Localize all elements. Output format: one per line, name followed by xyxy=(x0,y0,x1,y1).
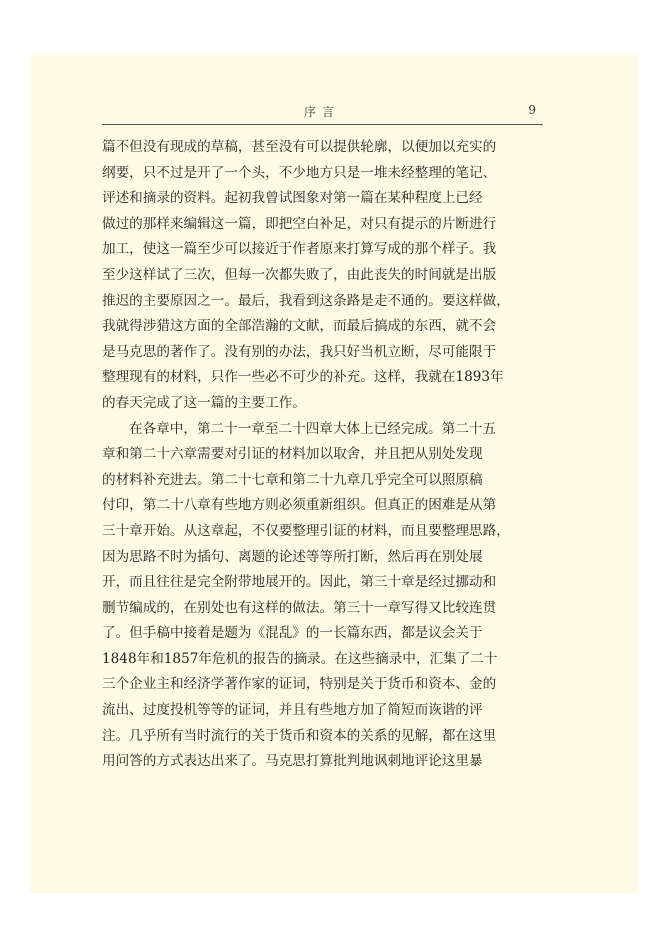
text-line: 的春天完成了这一篇的主要工作。 xyxy=(102,394,306,411)
text-line: 的材料补充进去。第二十七章和第二十九章几乎完全可以照原稿 xyxy=(102,471,483,488)
text-line: 了。但手稿中接着是题为《混乱》的一长篇东西，都是议会关于 xyxy=(102,625,483,642)
text-line: 整理现有的材料，只作一些必不可少的补充。这样，我就在1893年 xyxy=(102,369,504,386)
text-line: 用问答的方式表达出来了。马克思打算批判地讽刺地评论这里暴 xyxy=(102,753,483,770)
text-line: 三十章开始。从这章起，不仅要整理引证的材料，而且要整理思路， xyxy=(102,522,510,539)
page-number: 9 xyxy=(528,103,536,117)
paragraph xyxy=(102,417,544,775)
text-line: 删节编成的，在别处也有这样的做法。第三十一章写得又比较连贯 xyxy=(102,599,497,616)
header-title: 序言 xyxy=(303,105,340,119)
text-line: 1848年和1857年危机的报告的摘录。在这些摘录中，汇集了二十 xyxy=(102,650,498,667)
text-line: 因为思路不时为插句、离题的论述等等所打断，然后再在别处展 xyxy=(102,548,483,565)
header-rule xyxy=(102,124,543,125)
text-line: 注。几乎所有当时流行的关于货币和资本的关系的见解，都在这里 xyxy=(102,727,497,744)
text-line: 加工，使这一篇至少可以接近于作者原来打算写成的那个样子。我 xyxy=(102,241,497,258)
text-line: 篇不但没有现成的草稿，甚至没有可以提供轮廓，以便加以充实的 xyxy=(102,139,497,155)
text-line: 至少这样试了三次，但每一次都失败了，由此丧失的时间就是出版 xyxy=(102,266,497,283)
text-line: 我就得涉猎这方面的全部浩瀚的文献，而最后搞成的东西，就不会 xyxy=(102,318,497,335)
text-line: 流出、过度投机等等的证词，并且有些地方加了简短而诙谐的评 xyxy=(102,702,483,719)
text-line: 推迟的主要原因之一。最后，我看到这条路是走不通的。要这样做， xyxy=(102,292,510,309)
text-line: 付印，第二十八章有些地方则必须重新组织。但真正的困难是从第 xyxy=(102,497,497,514)
text-line: 是马克思的著作了。没有别的办法，我只好当机立断，尽可能限于 xyxy=(102,343,497,360)
text-line: 做过的那样来编辑这一篇，即把空白补足，对只有提示的片断进行 xyxy=(102,215,497,232)
text-line: 章和第二十六章需要对引证的材料加以取舍，并且把从别处发现 xyxy=(102,446,483,463)
running-header xyxy=(102,103,542,121)
text-line-first: 在各章中，第二十一章至二十四章大体上已经完成。第二十五 xyxy=(129,420,497,437)
text-line: 评述和摘录的资料。起初我曾试图象对第一篇在某种程度上已经 xyxy=(102,190,483,207)
text-line: 纲要，只不过是开了一个头，不少地方只是一堆未经整理的笔记、 xyxy=(102,164,497,181)
text-line: 三个企业主和经济学著作家的证词，特别是关于货币和资本、金的 xyxy=(102,676,497,693)
paragraph xyxy=(102,135,544,417)
text-line: 开，而且往往是完全附带地展开的。因此，第三十章是经过挪动和 xyxy=(102,574,497,591)
body-text xyxy=(102,135,544,775)
